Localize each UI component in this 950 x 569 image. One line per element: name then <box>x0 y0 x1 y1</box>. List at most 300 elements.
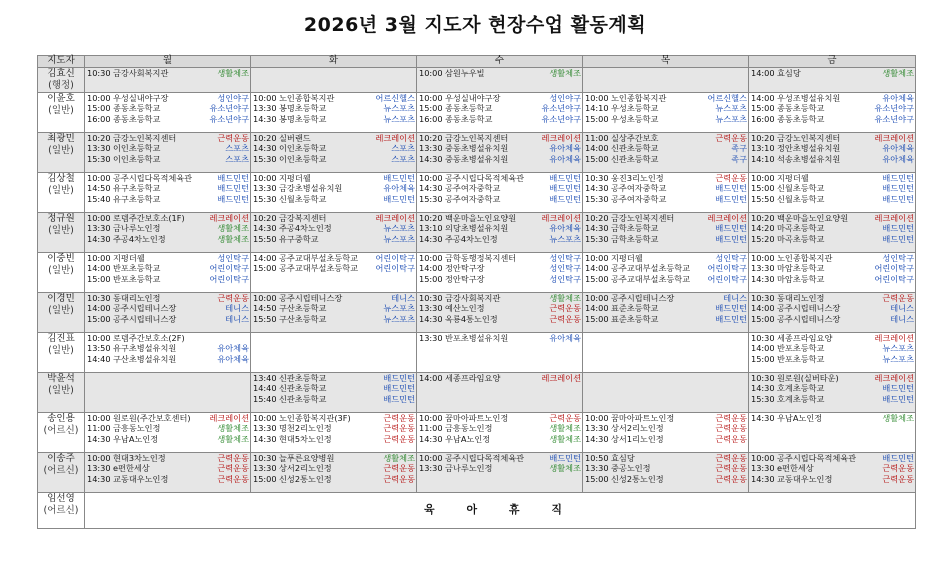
entry-time: 15:30 <box>253 193 277 204</box>
entry-time: 14:30 <box>585 183 609 194</box>
entry-activity: 레크레이션 <box>874 213 914 223</box>
entry-place: 공주여자중학교 <box>445 183 501 194</box>
schedule-entry <box>583 453 748 463</box>
day-cell <box>85 293 251 333</box>
entry-activity: 레크레이션 <box>874 133 914 143</box>
entry-place: 주공4차노인정 <box>445 233 498 244</box>
entry-activity: 유아체육 <box>549 223 581 234</box>
entry-place: 마암초등학교 <box>777 273 825 284</box>
entry-place: 우성초등학교 <box>611 103 659 114</box>
entry-activity: 테니스 <box>890 303 914 314</box>
page-title: 2026년 3월 지도자 현장수업 활동계획 <box>303 14 647 36</box>
schedule-entry <box>251 303 416 313</box>
entry-activity: 뉴스포츠 <box>383 103 415 114</box>
entry-time: 11:00 <box>585 133 609 143</box>
entry-time: 14:00 <box>751 93 775 103</box>
schedule-entry <box>85 68 250 78</box>
instructor-row <box>38 453 916 493</box>
leave-cell: 육 아 휴 직 <box>85 493 916 529</box>
entry-time: 14:00 <box>751 303 775 314</box>
schedule-entry <box>749 373 915 383</box>
day-cell <box>417 253 583 293</box>
entry-activity: 유소년야구 <box>209 113 249 124</box>
entry-time: 10:00 <box>419 93 443 103</box>
entry-place: 유구초병설유치원 <box>113 343 177 354</box>
entry-place: 우남A노인정 <box>777 413 823 423</box>
schedule-entry <box>417 333 582 343</box>
schedule-entry <box>749 453 915 463</box>
entry-place: 삼원누우빌 <box>445 68 485 78</box>
schedule-entry <box>417 413 582 423</box>
instructor-row <box>38 213 916 253</box>
schedule-entry <box>85 253 250 263</box>
entry-place: 교동대우노인정 <box>113 473 169 484</box>
entry-place: 교동대우노인정 <box>777 473 833 484</box>
entry-time: 13:30 <box>87 223 111 234</box>
entry-time: 13:30 <box>253 423 277 434</box>
entry-place: 신월초등학교 <box>777 183 825 194</box>
entry-time: 15:00 <box>585 313 609 324</box>
entry-place: 원로원(주간보호센터) <box>113 413 191 423</box>
schedule-entry <box>749 474 915 484</box>
day-cell <box>417 173 583 213</box>
day-cell <box>251 453 417 493</box>
entry-place: 반포초등학교 <box>777 353 825 364</box>
entry-time: 14:20 <box>751 223 775 234</box>
schedule-entry <box>417 453 582 463</box>
entry-time: 15:30 <box>585 233 609 244</box>
entry-place: 효심당 <box>777 68 801 78</box>
schedule-entry <box>749 154 915 164</box>
header-instructor: 지도자 <box>38 56 85 68</box>
entry-place: 금학동행정복지센터 <box>445 253 517 263</box>
day-cell <box>583 373 749 413</box>
instructor-cell <box>38 253 85 293</box>
schedule-entry <box>749 143 915 153</box>
entry-time: 10:50 <box>585 453 609 463</box>
entry-place: 중동초병설유치원 <box>445 143 509 154</box>
schedule-entry <box>251 263 416 273</box>
entry-place: 실버랜드 <box>279 133 311 143</box>
entry-activity: 배드민턴 <box>882 173 914 183</box>
entry-time: 15:50 <box>751 193 775 204</box>
entry-time: 14:00 <box>253 253 277 263</box>
entry-place: 현대5차노인정 <box>279 433 332 444</box>
entry-time: 15:00 <box>585 473 609 484</box>
schedule-entry <box>749 303 915 313</box>
entry-time: 10:00 <box>751 173 775 183</box>
entry-time: 14:00 <box>751 68 775 78</box>
instructor-cell <box>38 68 85 93</box>
entry-time: 10:20 <box>419 213 443 223</box>
entry-activity: 배드민턴 <box>217 193 249 204</box>
entry-time: 16:00 <box>87 113 111 124</box>
day-cell <box>583 293 749 333</box>
day-cell <box>417 213 583 253</box>
schedule-entry <box>583 423 748 433</box>
entry-activity: 배드민턴 <box>882 393 914 404</box>
schedule-entry <box>417 194 582 204</box>
day-cell <box>85 453 251 493</box>
schedule-entry <box>749 263 915 273</box>
schedule-entry <box>749 173 915 183</box>
entry-activity: 생활체조 <box>217 233 249 244</box>
entry-time: 14:00 <box>585 143 609 154</box>
schedule-entry <box>417 223 582 233</box>
schedule-entry <box>417 183 582 193</box>
entry-place: 유구중학교 <box>279 233 319 244</box>
instructor-cell <box>38 133 85 173</box>
entry-time: 10:30 <box>87 293 111 303</box>
entry-place: 반포초등학교 <box>113 273 161 284</box>
schedule-entry <box>749 314 915 324</box>
entry-place: 노인종합복지관 <box>777 253 833 263</box>
schedule-entry <box>85 154 250 164</box>
entry-activity: 스포츠 <box>225 143 249 154</box>
schedule-entry <box>85 343 250 353</box>
entry-activity <box>249 333 250 343</box>
entry-place: 백운마을노인요양원 <box>777 213 849 223</box>
entry-activity: 생활체조 <box>549 423 581 434</box>
entry-time: 14:30 <box>419 233 443 244</box>
schedule-entry <box>583 223 748 233</box>
entry-time: 13:30 <box>419 463 443 474</box>
entry-place: 공주시립테니스장 <box>113 303 177 314</box>
entry-place: 꿈마아파트노인정 <box>445 413 509 423</box>
schedule-entry <box>583 434 748 444</box>
entry-activity: 생활체조 <box>383 453 415 463</box>
entry-place: 신관초등학교 <box>279 393 327 404</box>
instructor-rank: (행정) <box>48 80 74 91</box>
entry-place: 종동초등학교 <box>777 103 825 114</box>
schedule-entry <box>417 103 582 113</box>
schedule-entry <box>417 263 582 273</box>
entry-place: 공주교대부설초등학교 <box>279 253 359 263</box>
entry-time: 13:30 <box>751 263 775 274</box>
entry-place: 늘푸른요양병원 <box>279 453 335 463</box>
entry-time: 14:30 <box>87 433 111 444</box>
schedule-entry <box>749 333 915 343</box>
instructor-cell <box>38 333 85 373</box>
schedule-entry <box>417 173 582 183</box>
entry-time: 14:30 <box>253 433 277 444</box>
entry-time: 14:30 <box>751 383 775 394</box>
entry-time: 10:30 <box>253 453 277 463</box>
entry-time: 10:00 <box>253 173 277 183</box>
entry-place: 호계초등학교 <box>777 393 825 404</box>
entry-place: 이인초등학교 <box>279 153 327 164</box>
entry-place: 금강초병설유치원 <box>279 183 343 194</box>
entry-time: 10:00 <box>585 93 609 103</box>
entry-place: 공주시립다목적체육관 <box>777 453 857 463</box>
entry-place: 상서1리노인정 <box>611 433 664 444</box>
entry-time: 13:30 <box>585 463 609 474</box>
entry-time: 13:30 <box>419 143 443 154</box>
entry-place: 공주여자중학교 <box>445 193 501 204</box>
schedule-entry <box>583 253 748 263</box>
entry-place: 석송초병설유치원 <box>777 153 841 164</box>
entry-place: 우성실내야구장 <box>113 93 169 103</box>
day-cell <box>251 93 417 133</box>
entry-place: 공주교대부설초등학교 <box>611 273 691 284</box>
entry-place: 금강노인복지센터 <box>445 133 509 143</box>
entry-time: 13:50 <box>87 343 111 354</box>
day-cell <box>583 213 749 253</box>
header-row <box>38 56 916 68</box>
entry-place: 종동초등학교 <box>113 113 161 124</box>
day-cell <box>251 213 417 253</box>
entry-place: 백운마을노인요양원 <box>445 213 517 223</box>
entry-time: 10:20 <box>253 213 277 223</box>
schedule-entry <box>749 463 915 473</box>
schedule-entry <box>251 314 416 324</box>
entry-time: 10:00 <box>585 413 609 423</box>
instructor-cell <box>38 213 85 253</box>
entry-time: 11:00 <box>419 423 443 434</box>
entry-activity: 근력운동 <box>715 173 747 183</box>
schedule-entry <box>85 183 250 193</box>
instructor-row <box>38 373 916 413</box>
entry-time: 15:00 <box>751 353 775 364</box>
entry-time: 13:30 <box>751 463 775 474</box>
entry-place: 상서2리노인정 <box>279 463 332 474</box>
entry-time: 15:00 <box>87 103 111 114</box>
entry-time: 15:30 <box>87 153 111 164</box>
schedule-entry <box>583 413 748 423</box>
entry-activity: 스포츠 <box>391 143 415 154</box>
schedule-entry <box>417 68 582 78</box>
schedule-entry <box>417 114 582 124</box>
entry-time: 11:00 <box>87 423 111 434</box>
schedule-entry <box>749 213 915 223</box>
schedule-entry <box>749 253 915 263</box>
entry-place: 공주여자중학교 <box>611 183 667 194</box>
entry-time: 13:30 <box>87 143 111 154</box>
day-cell <box>85 373 251 413</box>
entry-activity: 유아체육 <box>383 183 415 194</box>
entry-activity: 어린이탁구 <box>707 263 747 274</box>
entry-time: 14:40 <box>87 353 111 364</box>
entry-time: 10:30 <box>751 293 775 303</box>
entry-time: 14:30 <box>253 143 277 154</box>
entry-activity: 레크레이션 <box>209 213 249 223</box>
entry-time: 14:10 <box>751 153 775 164</box>
schedule-entry <box>251 383 416 393</box>
day-cell <box>417 293 583 333</box>
entry-place: 동대리노인정 <box>113 293 161 303</box>
entry-time: 10:20 <box>751 133 775 143</box>
entry-time: 14:30 <box>87 473 111 484</box>
instructor-rank: (일반) <box>48 305 74 316</box>
entry-place: 이인초등학교 <box>113 153 161 164</box>
instructor-name: 박윤석 <box>47 373 75 384</box>
entry-place: 금학초등학교 <box>611 233 659 244</box>
entry-time: 10:00 <box>253 93 277 103</box>
entry-time: 10:00 <box>419 413 443 423</box>
day-cell <box>85 68 251 93</box>
entry-place: 이인초등학교 <box>279 143 327 154</box>
entry-place: 원로원(실버타운) <box>777 373 839 383</box>
schedule-entry <box>251 474 416 484</box>
entry-time: 10:00 <box>751 253 775 263</box>
schedule-entry <box>85 314 250 324</box>
entry-time: 15:00 <box>419 103 443 114</box>
schedule-entry <box>85 423 250 433</box>
entry-activity: 배드민턴 <box>882 193 914 204</box>
schedule-entry <box>85 274 250 284</box>
entry-place: 봉명초등학교 <box>279 113 327 124</box>
schedule-entry <box>251 154 416 164</box>
entry-activity: 배드민턴 <box>217 173 249 183</box>
day-cell <box>417 93 583 133</box>
schedule-entry <box>749 114 915 124</box>
entry-activity: 배드민턴 <box>383 373 415 383</box>
day-cell <box>749 253 916 293</box>
entry-time: 13:30 <box>419 303 443 314</box>
entry-place: 우성조병설유치원 <box>777 93 841 103</box>
schedule-entry <box>417 154 582 164</box>
entry-place: e편한세상 <box>777 463 814 474</box>
entry-place: 종동초등학교 <box>113 103 161 114</box>
entry-time: 14:00 <box>419 373 443 383</box>
day-cell <box>251 373 417 413</box>
instructor-rank: (일반) <box>48 145 74 156</box>
day-cell <box>749 333 916 373</box>
schedule-entry <box>417 314 582 324</box>
entry-place: 지평더웰 <box>611 253 643 263</box>
entry-place: 구산초등학교 <box>279 303 327 314</box>
entry-place: 금강노인복지센터 <box>113 133 177 143</box>
schedule-entry <box>85 103 250 113</box>
entry-activity: 성인야구 <box>217 93 249 103</box>
entry-place: 공주시립테니스장 <box>777 313 841 324</box>
entry-time: 14:30 <box>585 433 609 444</box>
entry-activity: 족구 <box>731 143 747 154</box>
schedule-entry <box>417 274 582 284</box>
entry-time: 13:30 <box>253 463 277 474</box>
entry-time: 14:50 <box>87 183 111 194</box>
entry-activity: 근력운동 <box>549 313 581 324</box>
entry-place: 우남A노인정 <box>113 433 159 444</box>
entry-activity: 성인탁구 <box>715 253 747 263</box>
entry-activity: 어린이탁구 <box>375 253 415 263</box>
entry-place: 주공4차노인정 <box>279 223 332 234</box>
day-cell <box>749 173 916 213</box>
entry-activity: 근력운동 <box>217 133 249 143</box>
entry-activity: 테니스 <box>225 303 249 314</box>
header-fri: 금 <box>749 56 916 68</box>
schedule-entry <box>85 434 250 444</box>
entry-activity: 배드민턴 <box>549 193 581 204</box>
schedule-entry <box>251 423 416 433</box>
entry-place: e편한세상 <box>113 463 150 474</box>
entry-activity: 생활체조 <box>549 68 581 78</box>
schedule-entry <box>85 474 250 484</box>
day-cell <box>749 373 916 413</box>
entry-time: 10:20 <box>585 213 609 223</box>
instructor-name: 송인용 <box>47 413 75 424</box>
schedule-entry <box>583 103 748 113</box>
entry-place: 금흥동노인정 <box>445 423 493 434</box>
entry-activity: 배드민턴 <box>549 173 581 183</box>
entry-time: 10:00 <box>253 413 277 423</box>
schedule-entry <box>85 263 250 273</box>
entry-activity: 뉴스포츠 <box>383 113 415 124</box>
entry-time: 14:00 <box>87 263 111 274</box>
entry-place: 종동초등학교 <box>445 103 493 114</box>
instructor-row <box>38 133 916 173</box>
instructor-cell <box>38 373 85 413</box>
instructor-name: 김진표 <box>47 333 75 344</box>
entry-activity: 성인탁구 <box>549 273 581 284</box>
entry-activity: 테니스 <box>890 313 914 324</box>
entry-place: 반포초병설유치원 <box>445 333 509 343</box>
schedule-entry <box>749 274 915 284</box>
entry-time: 15:30 <box>751 393 775 404</box>
day-cell <box>417 453 583 493</box>
entry-activity: 근력운동 <box>383 463 415 474</box>
entry-activity: 뉴스포츠 <box>383 223 415 234</box>
entry-place: 금강노인복지센터 <box>611 213 675 223</box>
entry-activity: 배드민턴 <box>715 233 747 244</box>
entry-place: 금강복지센터 <box>279 213 327 223</box>
entry-activity: 테니스 <box>391 293 415 303</box>
entry-time: 10:00 <box>87 453 111 463</box>
day-cell <box>85 213 251 253</box>
entry-activity: 생활체조 <box>217 433 249 444</box>
entry-time: 10:30 <box>419 293 443 303</box>
entry-place: 금강사회복지관 <box>445 293 501 303</box>
entry-place: 공주교대부설초등학교 <box>611 263 691 274</box>
schedule-entry <box>251 223 416 233</box>
entry-time: 14:40 <box>253 383 277 394</box>
entry-time: 14:00 <box>751 343 775 354</box>
day-cell <box>85 253 251 293</box>
day-cell <box>583 173 749 213</box>
entry-place: 마곡초등학교 <box>777 233 825 244</box>
schedule-entry <box>749 394 915 404</box>
entry-activity: 배드민턴 <box>715 303 747 314</box>
entry-time: 14:30 <box>751 273 775 284</box>
entry-time: 10:30 <box>751 333 775 343</box>
entry-place: 지평더웰 <box>113 253 145 263</box>
schedule-entry <box>251 463 416 473</box>
entry-activity: 배드민턴 <box>715 193 747 204</box>
header-mon: 월 <box>85 56 251 68</box>
entry-time: 15:00 <box>253 263 277 274</box>
entry-place: 웅진3리노인정 <box>611 173 664 183</box>
entry-time: 13:10 <box>419 223 443 234</box>
instructor-rank: (어르신) <box>43 465 79 476</box>
schedule-entry <box>85 93 250 103</box>
instructor-cell <box>38 93 85 133</box>
entry-place: 예산노인정 <box>445 303 485 314</box>
entry-activity: 유소년야구 <box>209 103 249 114</box>
instructor-rank: (어르신) <box>43 425 79 436</box>
entry-place: 금흥동노인정 <box>113 423 161 434</box>
schedule-entry <box>749 68 915 78</box>
day-cell <box>749 133 916 173</box>
entry-time: 10:00 <box>751 453 775 463</box>
instructor-row <box>38 493 916 529</box>
entry-time: 15:00 <box>419 273 443 284</box>
entry-activity: 근력운동 <box>882 463 914 474</box>
schedule-entry <box>749 133 915 143</box>
schedule-entry <box>251 293 416 303</box>
entry-place: 구산초병설유치원 <box>113 353 177 364</box>
entry-activity: 성인탁구 <box>882 253 914 263</box>
entry-place: 금강사회복지관 <box>113 68 169 78</box>
